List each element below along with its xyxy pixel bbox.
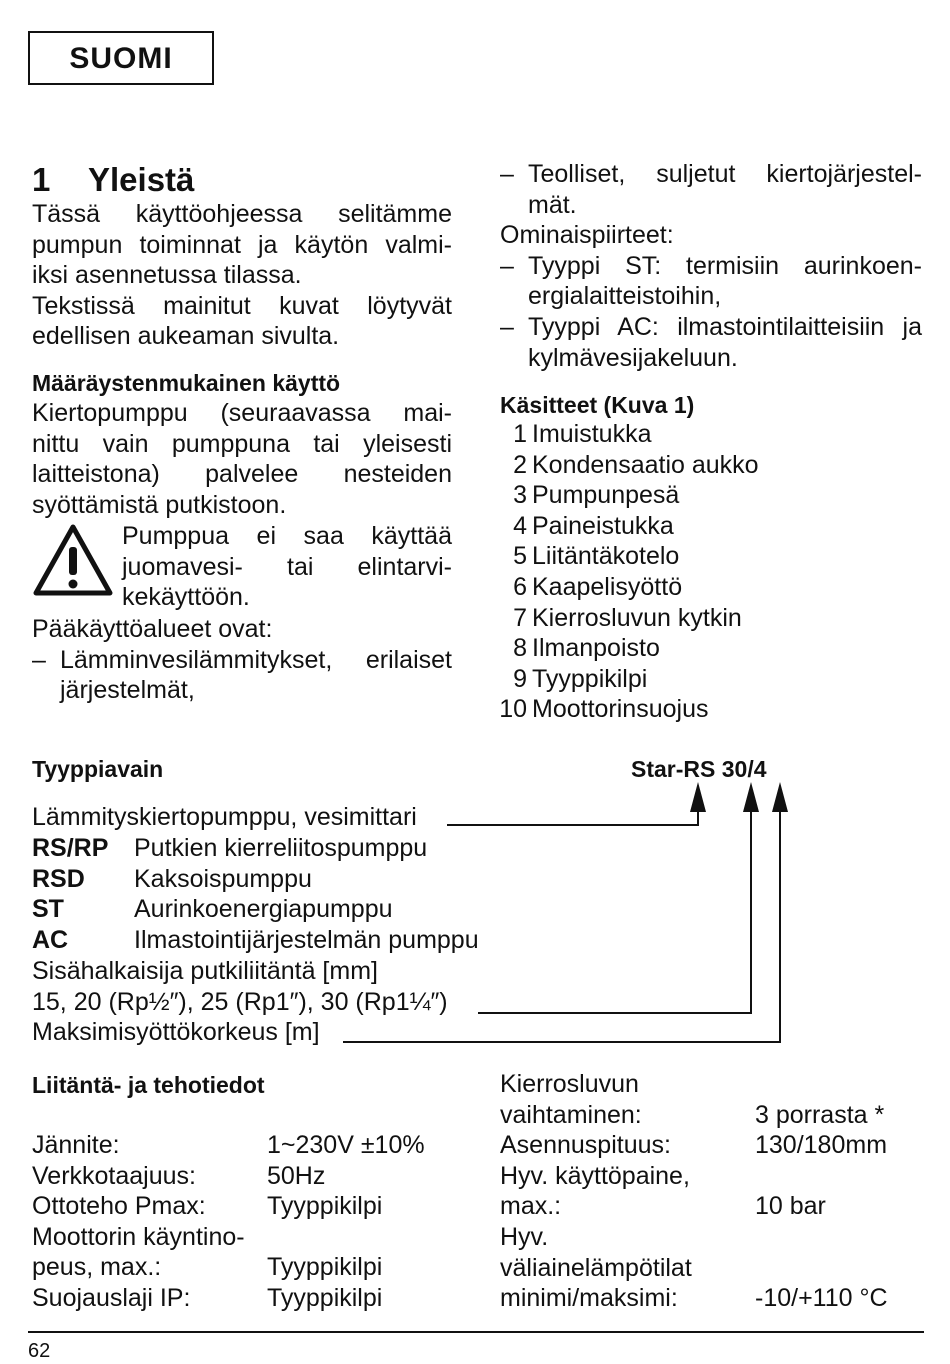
table-row xyxy=(32,1161,326,1192)
type-code: RS/RP xyxy=(32,834,109,862)
tech-label: peus, max.: xyxy=(32,1253,162,1282)
type-key-line: 15, 20 (Rp½″), 25 (Rp1″), 30 (Rp1¼″) xyxy=(32,988,448,1016)
table-row xyxy=(500,1130,888,1161)
table-row xyxy=(500,1161,692,1192)
type-code-desc: Aurinkoenergiapumppu xyxy=(134,895,393,923)
table-row xyxy=(32,1191,383,1222)
usage-line: Kiertopumppu (seuraavassa mai- xyxy=(32,399,452,427)
term-number: 5 xyxy=(513,542,527,571)
tech-table-right xyxy=(500,1069,888,1314)
intro-line: iksi asennetussa tilassa. xyxy=(32,261,302,290)
intro-line: pumpun toiminnat ja käytön valmi- xyxy=(32,230,452,259)
tech-value: 3 porrasta * xyxy=(755,1100,885,1129)
tech-label: väliainelämpötilat xyxy=(500,1253,692,1282)
features-label: Ominaispiirteet: xyxy=(500,221,674,250)
intro-line: edellisen aukeaman sivulta. xyxy=(32,322,340,351)
type-key-line: Lämmityskiertopumppu, vesimittari xyxy=(32,803,417,831)
tech-label: Suojauslaji IP: xyxy=(32,1283,191,1312)
page-number: 62 xyxy=(28,1340,51,1362)
table-row xyxy=(32,1130,425,1161)
tech-label: Moottorin käyntino- xyxy=(32,1222,245,1251)
tech-label: Asennuspituus: xyxy=(500,1131,671,1160)
tech-label: Verkkotaajuus: xyxy=(32,1161,196,1190)
type-key-line: Sisähalkaisija putkiliitäntä [mm] xyxy=(32,957,378,985)
bullet-dash: – xyxy=(500,251,514,280)
table-row xyxy=(500,1069,692,1100)
type-code: AC xyxy=(32,926,69,954)
table-row xyxy=(500,1283,888,1314)
tech-heading: Liitäntä- ja tehotiedot xyxy=(32,1072,265,1098)
type-code: RSD xyxy=(32,865,85,893)
bullet-dash: – xyxy=(500,312,514,341)
type-code-desc: Putkien kierreliitospumppu xyxy=(134,834,428,862)
usage-line: syöttämistä putkistoon. xyxy=(32,490,287,519)
tech-value: -10/+110 °C xyxy=(755,1284,888,1313)
language-label: SUOMI xyxy=(28,31,214,85)
type-key-line: Maksimisyöttökorkeus [m] xyxy=(32,1018,320,1046)
type-code: ST xyxy=(32,895,64,923)
term-label: Moottorinsuojus xyxy=(532,695,709,724)
term-label: Tyyppikilpi xyxy=(532,664,648,693)
tech-label: Jännite: xyxy=(32,1131,120,1159)
term-label: Paineistukka xyxy=(532,511,674,540)
table-row xyxy=(32,1222,245,1253)
intro-line: Tekstissä mainitut kuvat löytyvät xyxy=(32,291,452,320)
term-label: Liitäntäkotelo xyxy=(532,542,680,571)
warning-line: kekäyttöön. xyxy=(122,583,250,612)
table-row xyxy=(500,1191,826,1222)
usage-heading: Määräystenmukainen käyttö xyxy=(32,370,341,396)
tech-label: vaihtaminen: xyxy=(500,1100,642,1129)
table-row xyxy=(32,1283,383,1314)
bullet-line: Tyyppi ST: termisiin aurinkoen- xyxy=(528,251,922,280)
tech-label: max.: xyxy=(500,1192,562,1221)
table-row xyxy=(500,1100,885,1131)
type-key-heading: Tyyppiavain xyxy=(32,756,164,782)
tech-value: 130/180mm xyxy=(755,1131,888,1160)
term-label: Kondensaatio aukko xyxy=(532,450,759,479)
bullet-line: Lämminvesilämmitykset, erilaiset xyxy=(60,645,452,674)
usage-line: laitteistona) palvelee nesteiden xyxy=(32,460,452,489)
term-number: 8 xyxy=(513,634,527,663)
type-key-code-row xyxy=(32,864,312,895)
term-number: 4 xyxy=(513,511,527,540)
term-number: 2 xyxy=(513,450,527,479)
tech-value: Tyyppikilpi xyxy=(267,1283,383,1312)
footer-divider xyxy=(28,1331,924,1333)
terms-heading: Käsitteet (Kuva 1) xyxy=(500,392,695,418)
main-areas-label: Pääkäyttöalueet ovat: xyxy=(32,615,273,643)
type-code-desc: Kaksoispumppu xyxy=(134,865,312,893)
term-label: Kaapelisyöttö xyxy=(532,572,683,601)
term-number: 7 xyxy=(513,603,527,632)
tech-value: 1~230V ±10% xyxy=(267,1131,425,1159)
table-row xyxy=(500,1222,692,1253)
tech-label: Hyv. xyxy=(500,1222,549,1251)
tech-value: 10 bar xyxy=(755,1192,826,1221)
tech-label: Kierrosluvun xyxy=(500,1070,639,1098)
bullet-line: Teolliset, suljetut kiertojärjestel- xyxy=(528,160,922,188)
term-label: Ilmanpoisto xyxy=(532,634,660,663)
tech-value: Tyyppikilpi xyxy=(267,1192,383,1221)
term-number: 10 xyxy=(499,695,527,724)
type-code-desc: Ilmastointijärjestelmän pumppu xyxy=(134,926,479,954)
bullet-line: mät. xyxy=(528,190,577,219)
term-number: 9 xyxy=(513,664,527,693)
term-label: Pumpunpesä xyxy=(532,481,680,510)
bullet-line: järjestelmät, xyxy=(60,676,195,705)
warning-line: Pumppua ei saa käyttää xyxy=(122,522,452,550)
warning-line: juomavesi- tai elintarvi- xyxy=(122,552,452,581)
tech-label: minimi/maksimi: xyxy=(500,1284,678,1313)
term-number: 6 xyxy=(513,572,527,601)
intro-line: Tässä käyttöohjeessa selitämme xyxy=(32,200,452,228)
bullet-dash: – xyxy=(32,645,46,674)
type-key-code-row xyxy=(32,833,427,864)
section-number: 1 xyxy=(32,161,51,198)
section-title: Yleistä xyxy=(88,161,195,198)
tech-value: Tyyppikilpi xyxy=(267,1253,383,1282)
model-designation: Star-RS 30/4 xyxy=(631,756,767,782)
type-key-code-row xyxy=(32,894,393,925)
usage-line: nittu vain pumppuna tai yleisesti xyxy=(32,429,452,458)
term-number: 1 xyxy=(513,420,527,448)
bullet-line: kylmävesijakeluun. xyxy=(528,343,738,372)
tech-table-left xyxy=(32,1130,425,1314)
table-row xyxy=(32,1252,383,1283)
tech-label: Ottoteho Pmax: xyxy=(32,1192,206,1221)
type-key-code-row xyxy=(32,925,479,956)
bullet-dash: – xyxy=(500,160,514,188)
tech-label: Hyv. käyttöpaine, xyxy=(500,1161,690,1190)
term-number: 3 xyxy=(513,481,527,510)
bullet-line: ergialaitteistoihin, xyxy=(528,282,722,311)
term-label: Kierrosluvun kytkin xyxy=(532,603,742,632)
bullet-line: Tyyppi AC: ilmastointilaitteisiin ja xyxy=(528,312,922,341)
term-label: Imuistukka xyxy=(532,420,652,448)
tech-value: 50Hz xyxy=(267,1161,326,1190)
table-row xyxy=(500,1253,692,1284)
